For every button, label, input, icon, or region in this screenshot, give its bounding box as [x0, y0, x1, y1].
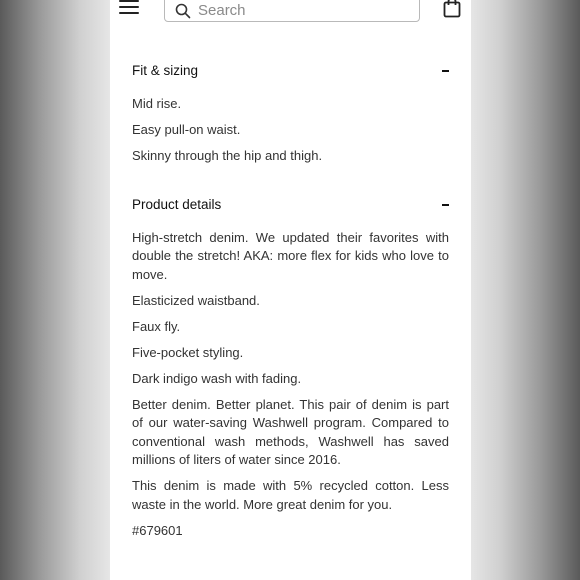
mobile-page: [110, 0, 471, 580]
menu-button[interactable]: [119, 0, 141, 17]
hamburger-icon-line: [119, 0, 139, 2]
product-details-section: [132, 195, 449, 541]
section-title: Product details: [132, 196, 222, 212]
hamburger-icon-line: [119, 12, 139, 14]
top-header: [110, 0, 471, 32]
fit-sizing-section: [132, 61, 449, 166]
search-input[interactable]: [198, 1, 408, 19]
detail-line: Dark indigo wash with fading.: [132, 370, 302, 386]
collapse-button[interactable]: [435, 61, 449, 81]
detail-line: Five-pocket styling.: [132, 344, 244, 360]
detail-line: Elasticized waistband.: [132, 292, 260, 308]
hamburger-icon-line: [119, 6, 139, 8]
detail-line: Faux fly.: [132, 318, 181, 334]
minus-icon: [442, 70, 449, 72]
shopping-bag-button[interactable]: [443, 0, 461, 18]
detail-line: Skinny through the hip and thigh.: [132, 148, 323, 163]
search-icon: [175, 3, 191, 19]
section-header[interactable]: [132, 195, 449, 215]
shopping-bag-icon: [443, 0, 461, 18]
product-number: #679601: [132, 522, 183, 538]
section-header[interactable]: [132, 61, 449, 81]
detail-paragraph: High-stretch denim. We updated their favorites with double the stretch! AKA: more flex for kids who love to move.: [132, 229, 449, 282]
minus-icon: [442, 204, 449, 206]
section-title: Fit & sizing: [132, 63, 199, 78]
product-info: [132, 61, 449, 540]
detail-line: Easy pull-on waist.: [132, 122, 241, 137]
search-box[interactable]: [164, 0, 420, 22]
detail-paragraph: Better denim. Better planet. This pair of denim is part of our water-saving Washwell program. Compared to conventional wash methods, Washwell has saved millions of liters of water since 2016.: [132, 396, 449, 467]
detail-paragraph: This denim is made with 5% recycled cotton. Less waste in the world. More great denim for you.: [132, 478, 449, 512]
detail-line: Mid rise.: [132, 96, 182, 111]
collapse-button[interactable]: [435, 195, 449, 215]
